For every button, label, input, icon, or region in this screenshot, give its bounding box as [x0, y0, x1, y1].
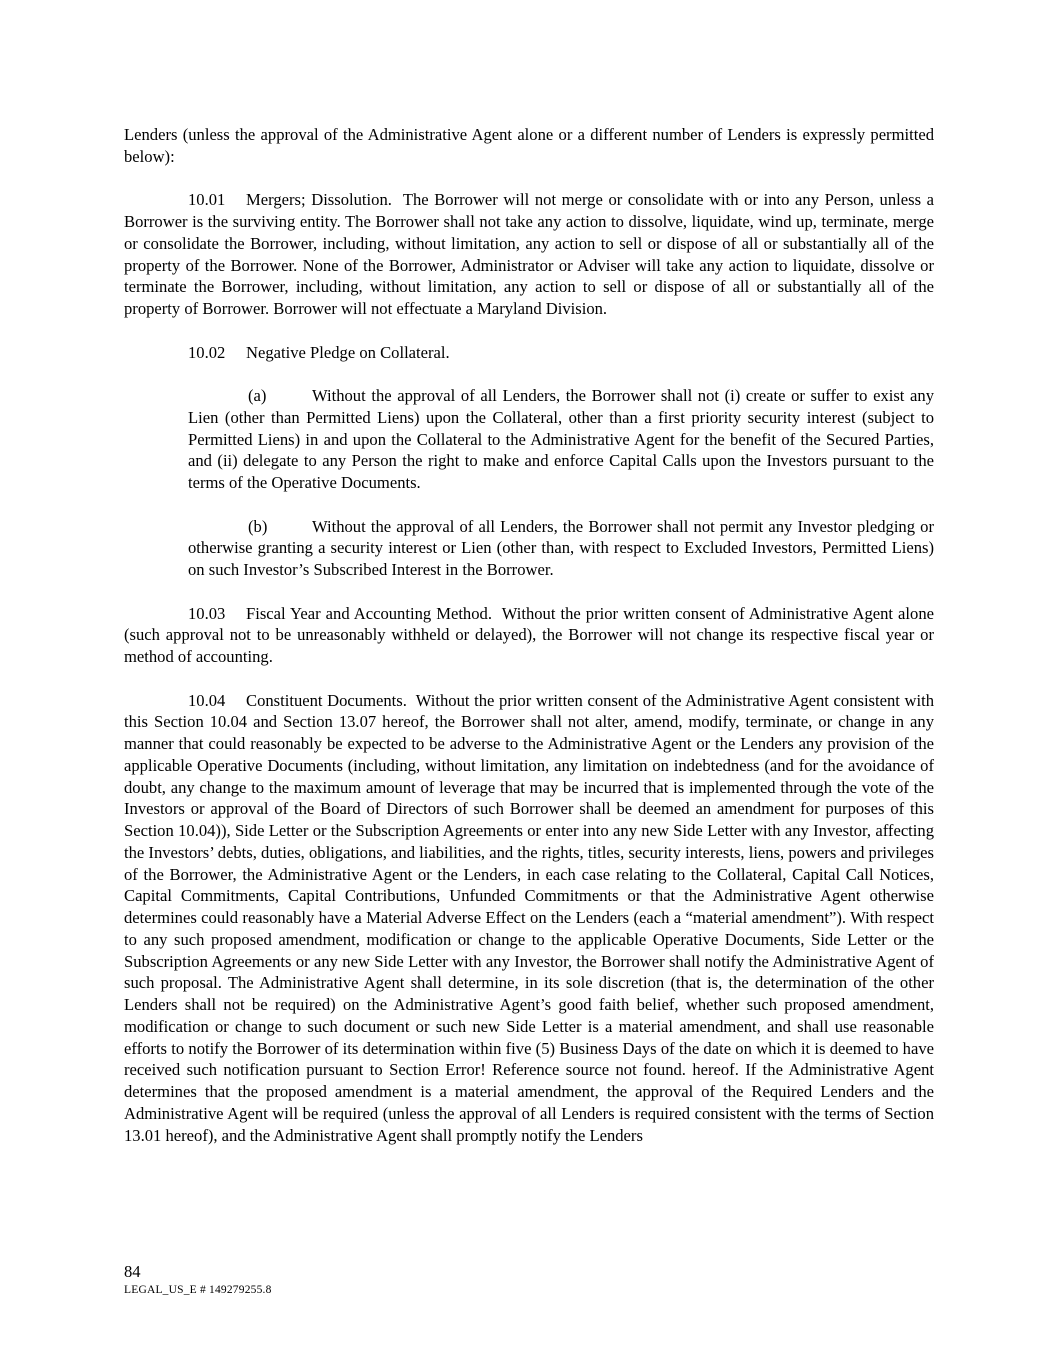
section-heading: Mergers; Dissolution. [246, 190, 392, 210]
section-10-01 [124, 189, 934, 320]
subsection-label: (b) [248, 516, 268, 536]
subsection-10-02-a [188, 385, 934, 494]
section-body: The Borrower will not merge or consolidate with or into any Person, unless a Borrower is the surviving entity. The Borrower shall not take any action to dissolve, liquidate, wind up, terminate, merge or consolidate the Borrower, including, without limitation, any action to sell or dispose of all or substantially all of the property of the Borrower. None of the Borrower, Administrator or Adviser will take any action to liquidate, dissolve or terminate the Borrower, including, without limitation, any action to sell or dispose of all or substantially all of the property of Borrower. Borrower will not effectuate a Maryland Division. [124, 190, 934, 318]
section-body: Without the prior written consent of Administrative Agent alone (such approval not to be unreasonably withheld or delayed), the Borrower will not change its respective fiscal year or method of accounting. [124, 603, 934, 666]
subsection-label: (a) [248, 386, 267, 405]
section-number: 10.04 [188, 690, 226, 710]
section-number: 10.03 [188, 603, 226, 623]
section-10-04 [124, 690, 934, 1147]
subsection-body: Without the approval of all Lenders, the Borrower shall not (i) create or suffer to exist any Lien (other than Permitted Liens) upon the Collateral, other than a first priority security interest (subject to Permitted Liens) in and upon the Collateral to the Administrative Agent for the benefit of the Secured Parties, and (ii) delegate to any Person the right to make and enforce Capital Calls upon the Investors pursuant to the terms of the Operative Documents. [188, 386, 934, 492]
section-heading: Negative Pledge on Collateral. [246, 342, 450, 362]
section-body: Without the prior written consent of the Administrative Agent consistent with this Section 10.04 and Section 13.07 hereof, the Borrower shall not alter, amend, modify, terminate, or change in any manner that could reasonably be expected to be adverse to the Administrative Agent or the Lenders any provision of the applicable Operative Documents (including, without limitation, any limitation on indebtedness (and for the avoidance of doubt, any change to the maximum amount of leverage that may be incurred that is implemented through the vote of the Investors or approval of the Board of Directors of such Borrower shall be deemed an amendment for purposes of this Section 10.04)), Side Letter or the Subscription Agreements or enter into any new Side Letter with any Investor, affecting the Investors’ debts, duties, obligations, and liabilities, and the rights, titles, security interests, liens, powers and privileges of the Borrower, the Administrative Agent or the Lenders, in each case relating to the Collateral, Capital Call Notices, Capital Commitments, Capital Contributions, Unfunded Commitments or that the Administrative Agent otherwise determines could reasonably have a Material Adverse Effect on the Lenders (each a “material amendment”). With respect to any such proposed amendment, modification or change to the applicable Operative Documents, Side Letter or the Subscription Agreements or any new Side Letter with any Investor, the Borrower shall notify the Administrative Agent of such proposal. The Administrative Agent shall determine, in its sole discretion (that is, the determination of the other Lenders shall not be required) on the Administrative Agent’s good faith belief, whether such proposed amendment, modification or change to such document or such new Side Letter is a material amendment, and shall use reasonable efforts to notify the Borrower of its determination within five (5) Business Days of the date on which it is deemed to have received such notification pursuant to Section Error! Reference source not found. hereof. If the Administrative Agent determines that the proposed amendment is a material amendment, the approval of the Required Lenders and the Administrative Agent will be required (unless the approval of all Lenders is required consistent with the terms of Section 13.01 hereof), and the Administrative Agent shall promptly notify the Lenders [124, 690, 935, 1145]
section-10-02 [124, 342, 934, 364]
section-number: 10.01 [188, 190, 226, 210]
page-footer [124, 1262, 272, 1298]
section-number: 10.02 [188, 342, 226, 362]
document-body [124, 124, 934, 1168]
page-number: 84 [124, 1262, 141, 1281]
section-heading: Constituent Documents. [246, 690, 407, 710]
document-id: LEGAL_US_E # 149279255.8 [124, 1284, 272, 1296]
subsection-body: Without the approval of all Lenders, the Borrower shall not permit any Investor pledging or otherwise granting a security interest or Lien (other than, with respect to Excluded Investors, Permitted Liens) on such Investor’s Subscribed Interest in the Borrower. [188, 516, 934, 579]
section-10-03 [124, 603, 934, 668]
intro-paragraph: Lenders (unless the approval of the Administrative Agent alone or a different number of Lenders is expressly permitted below): [124, 125, 934, 166]
section-heading: Fiscal Year and Accounting Method. [246, 603, 492, 623]
subsection-10-02-b [188, 516, 934, 581]
